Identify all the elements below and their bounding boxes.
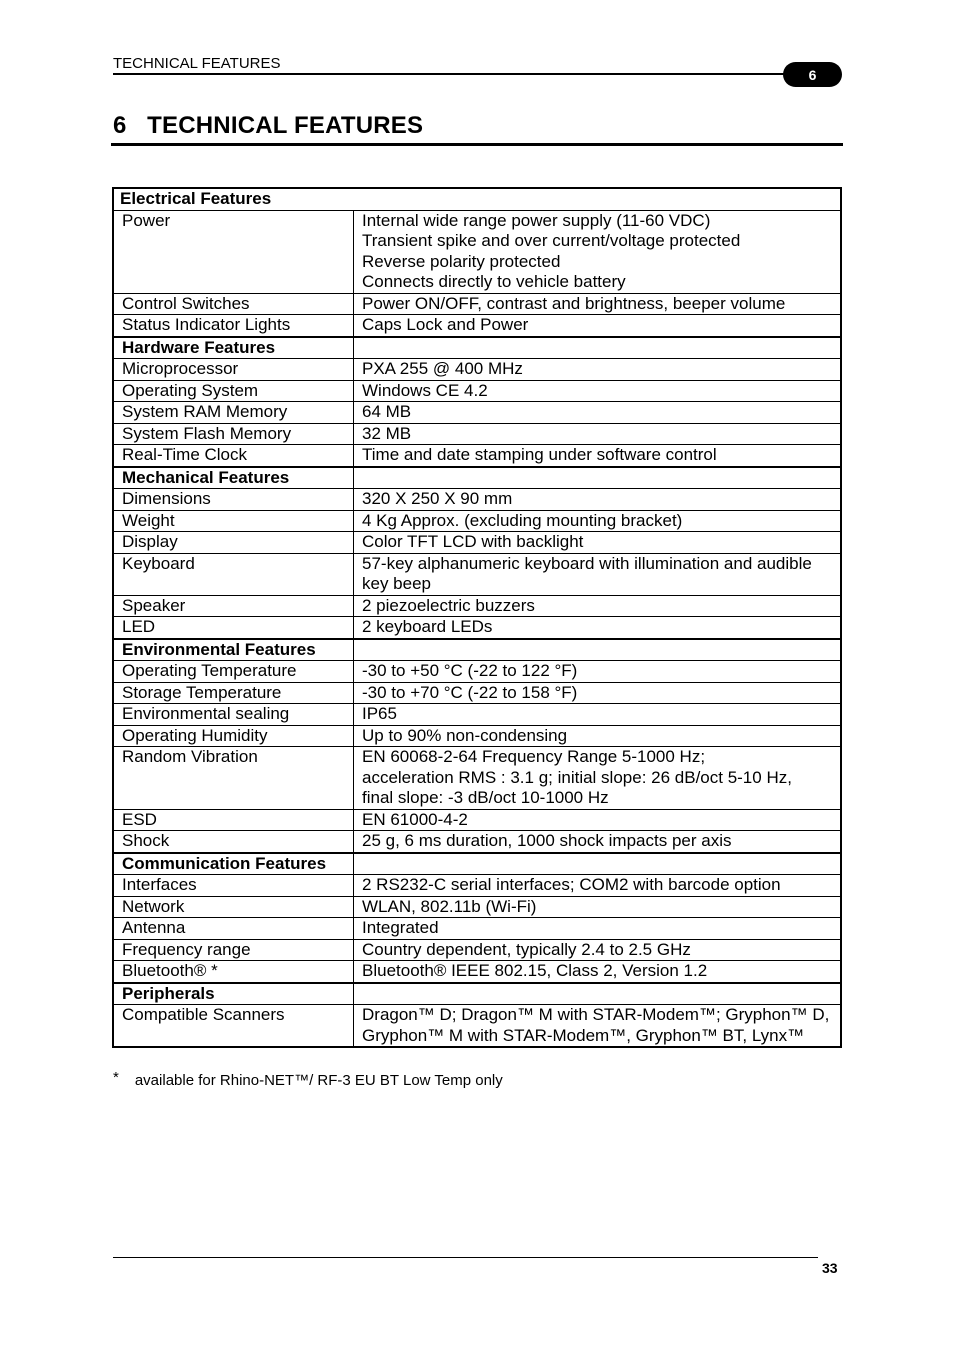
table-row (113, 747, 841, 810)
page-number: 33 (822, 1260, 838, 1276)
feature-label: System Flash Memory (113, 423, 354, 445)
feature-label: Keyboard (113, 553, 354, 595)
chapter-number: 6 (113, 112, 127, 139)
feature-value-line: 2 RS232-C serial interfaces; COM2 with barcode option (362, 875, 781, 894)
feature-value-line: EN 60068-2-64 Frequency Range 5-1000 Hz; (362, 747, 706, 766)
feature-label: Operating System (113, 380, 354, 402)
feature-value (354, 875, 842, 897)
feature-label: Real-Time Clock (113, 445, 354, 467)
section-title-empty-cell (354, 639, 842, 661)
table-row (113, 831, 841, 853)
feature-value (354, 831, 842, 853)
table-row (113, 510, 841, 532)
feature-value-line: Time and date stamping under software control (362, 445, 717, 464)
feature-value-line: 57-key alphanumeric keyboard with illumination and audible (362, 553, 812, 573)
feature-value (354, 380, 842, 402)
feature-label: Display (113, 532, 354, 554)
table-row (113, 918, 841, 940)
feature-label: Status Indicator Lights (113, 315, 354, 337)
technical-features-table (112, 187, 842, 1048)
feature-value-line: Gryphon™ M with STAR-Modem™, Gryphon™ BT, Lynx™ (362, 1025, 805, 1045)
feature-value-line: -30 to +70 °C (-22 to 158 °F) (362, 682, 578, 702)
chapter-badge: 6 (783, 62, 842, 87)
title-rule (111, 143, 843, 146)
table-row (113, 423, 841, 445)
feature-label: Environmental sealing (113, 704, 354, 726)
feature-value (354, 896, 842, 918)
footnote-text: available for Rhino-NET™/ RF-3 EU BT Low Temp only (134, 1072, 503, 1089)
table-row (113, 1005, 841, 1048)
feature-value (354, 1005, 842, 1048)
feature-value (354, 617, 842, 639)
section-title: Electrical Features (113, 188, 841, 210)
feature-value-line: Internal wide range power supply (11-60 VDC) (362, 210, 711, 230)
section-title: Environmental Features (113, 639, 354, 661)
feature-value-line: Dragon™ D; Dragon™ M with STAR-Modem™; Gryphon™ D, (362, 1005, 830, 1024)
table-row (113, 875, 841, 897)
feature-value (354, 423, 842, 445)
feature-value-line: Connects directly to vehicle battery (362, 272, 626, 291)
feature-label: Microprocessor (113, 359, 354, 381)
table-row (113, 661, 841, 683)
feature-value-line: Country dependent, typically 2.4 to 2.5 GHz (362, 939, 691, 959)
table-row (113, 293, 841, 315)
feature-label: Shock (113, 831, 354, 853)
footnote-mark: * (113, 1069, 119, 1086)
table-row (113, 553, 841, 595)
feature-value (354, 595, 842, 617)
feature-value (354, 489, 842, 511)
feature-value-line: Caps Lock and Power (362, 315, 529, 334)
feature-value-line: final slope: -3 dB/oct 10-1000 Hz (362, 788, 609, 807)
table-row (113, 725, 841, 747)
section-header-row (113, 983, 841, 1005)
feature-value-line: PXA 255 @ 400 MHz (362, 359, 523, 378)
section-title: Mechanical Features (113, 467, 354, 489)
feature-label: Antenna (113, 918, 354, 940)
section-header-row (113, 467, 841, 489)
feature-label: Compatible Scanners (113, 1005, 354, 1048)
feature-value-line: key beep (362, 574, 431, 593)
feature-label: Power (113, 210, 354, 293)
section-title-empty-cell (354, 853, 842, 875)
feature-value-line: Integrated (362, 918, 439, 937)
section-header-row (113, 337, 841, 359)
feature-value (354, 918, 842, 940)
feature-label: Network (113, 896, 354, 918)
table-row (113, 402, 841, 424)
feature-label: Random Vibration (113, 747, 354, 810)
table-row (113, 809, 841, 831)
footnote (113, 1069, 503, 1089)
feature-label: Storage Temperature (113, 682, 354, 704)
feature-value (354, 315, 842, 337)
table-row (113, 617, 841, 639)
feature-value (354, 704, 842, 726)
table-body (113, 188, 841, 1047)
feature-value (354, 682, 842, 704)
table-row (113, 210, 841, 293)
table-row (113, 682, 841, 704)
feature-label: Speaker (113, 595, 354, 617)
feature-value (354, 532, 842, 554)
feature-value-line: Transient spike and over current/voltage protected (362, 231, 741, 250)
feature-label: Frequency range (113, 939, 354, 961)
feature-value (354, 939, 842, 961)
feature-label: Weight (113, 510, 354, 532)
feature-value-line: 2 keyboard LEDs (362, 617, 493, 636)
feature-value-line: 4 Kg Approx. (excluding mounting bracket) (362, 510, 683, 530)
feature-value (354, 747, 842, 810)
header-rule (113, 73, 803, 75)
feature-value (354, 359, 842, 381)
table-row (113, 961, 841, 983)
feature-label: LED (113, 617, 354, 639)
feature-value (354, 510, 842, 532)
feature-value (354, 293, 842, 315)
feature-value-line: Up to 90% non-condensing (362, 725, 568, 745)
section-header-row (113, 853, 841, 875)
feature-value-line: 2 piezoelectric buzzers (362, 595, 535, 615)
feature-value-line: Windows CE 4.2 (362, 380, 488, 400)
feature-label: Interfaces (113, 875, 354, 897)
feature-value (354, 661, 842, 683)
feature-value (354, 402, 842, 424)
chapter-title-text: TECHNICAL FEATURES (147, 112, 424, 139)
feature-label: ESD (113, 809, 354, 831)
table-row (113, 489, 841, 511)
feature-value-line: 320 X 250 X 90 mm (362, 489, 513, 508)
feature-label: Bluetooth® * (113, 961, 354, 983)
feature-label: Dimensions (113, 489, 354, 511)
feature-label: Control Switches (113, 293, 354, 315)
feature-value-line: WLAN, 802.11b (Wi-Fi) (362, 896, 537, 916)
table-row (113, 315, 841, 337)
feature-value (354, 445, 842, 467)
section-header-row (113, 188, 841, 210)
feature-value-line: EN 61000-4-2 (362, 809, 468, 829)
feature-value (354, 725, 842, 747)
footer-rule (113, 1257, 818, 1258)
feature-value-line: 25 g, 6 ms duration, 1000 shock impacts per axis (362, 831, 732, 850)
feature-value-line: 64 MB (362, 402, 412, 421)
table-row (113, 939, 841, 961)
table-row (113, 380, 841, 402)
feature-value-line: -30 to +50 °C (-22 to 122 °F) (362, 661, 578, 680)
feature-value-line: Reverse polarity protected (362, 251, 561, 271)
feature-value (354, 553, 842, 595)
feature-value-line: acceleration RMS : 3.1 g; initial slope: 26 dB/oct 5-10 Hz, (362, 767, 792, 787)
section-title: Communication Features (113, 853, 354, 875)
section-title: Hardware Features (113, 337, 354, 359)
section-title-empty-cell (354, 467, 842, 489)
feature-label: System RAM Memory (113, 402, 354, 424)
section-title: Peripherals (113, 983, 354, 1005)
section-title-empty-cell (354, 337, 842, 359)
table-row (113, 532, 841, 554)
table-row (113, 359, 841, 381)
feature-label: Operating Temperature (113, 661, 354, 683)
section-title-empty-cell (354, 983, 842, 1005)
table-row (113, 445, 841, 467)
table-row (113, 704, 841, 726)
feature-value-line: Color TFT LCD with backlight (362, 532, 584, 551)
table-row (113, 896, 841, 918)
table-row (113, 595, 841, 617)
chapter-title (113, 112, 423, 140)
feature-value-line: Power ON/OFF, contrast and brightness, beeper volume (362, 293, 786, 313)
feature-label: Operating Humidity (113, 725, 354, 747)
feature-value-line: Bluetooth® IEEE 802.15, Class 2, Version 1.2 (362, 961, 708, 980)
running-header-title: TECHNICAL FEATURES (113, 55, 281, 72)
feature-value-line: IP65 (362, 704, 397, 723)
feature-value (354, 961, 842, 983)
feature-value (354, 210, 842, 293)
section-header-row (113, 639, 841, 661)
feature-value-line: 32 MB (362, 423, 412, 443)
feature-value (354, 809, 842, 831)
